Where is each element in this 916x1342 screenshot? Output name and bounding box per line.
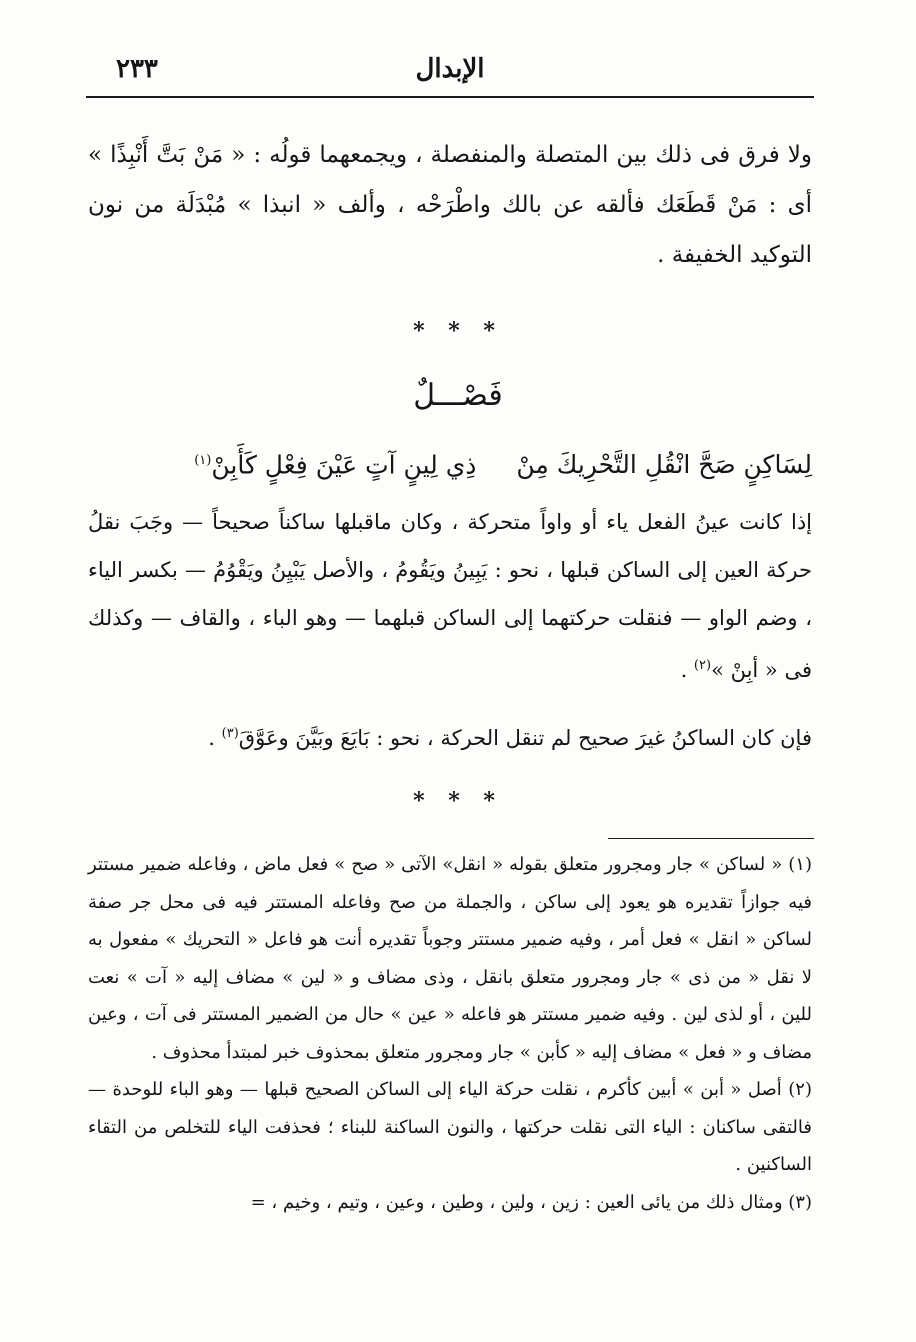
running-title: الإبدال xyxy=(415,54,485,84)
footnote-ref-3: (٣) xyxy=(221,726,239,741)
footnotes-block xyxy=(88,846,812,1221)
page-number: ٢٣٣ xyxy=(116,54,158,84)
footnote-3: (٣) ومثال ذلك من يائى العين : زين ، ولين ، وطين ، وعين ، وتيم ، وخيم ، = xyxy=(250,1191,812,1213)
footnote-1: (١) « لساكن » جار ومجرور متعلق بقوله « انقل» الآتى « صح » فعل ماض ، وفاعله ضمير مستتر فيه جوازاً تقديره هو يعود إلى ساكن ، والجملة من صح وفاعله المستتر فيه فى محل جر صفة لساكن « انقل » فعل أمر ، وفيه ضمير مستتر وجوباً تقديره أنت هو فاعل « التحريك » مفعول به لا نقل « من ذى » جار ومجرور متعلق بانقل ، وذى مضاف و « لين » مضاف إليه « آت » نعت للين ، أو لذى لين . وفيه ضمير مستتر هو فاعله « عين » حال من الضمير المستتر فى آت ، وعين مضاف و « فعل » مضاف إليه « كأبن » جار ومجرور متعلق بمحذوف خبر لمبتدأ محذوف . xyxy=(88,854,812,1063)
footnote-divider xyxy=(608,838,814,839)
verse-hemistich-2-text: ذِي لِينٍ آتٍ عَيْنَ فِعْلٍ كَأَبِنْ xyxy=(211,450,477,480)
verse-line xyxy=(88,438,812,488)
paragraph-2-text: إذا كانت عينُ الفعل ياء أو واواً متحركة ، وكان ماقبلها ساكناً صحيحاً — وجَبَ نقلُ حركة العين إلى الساكن قبلها ، نحو : يَبِينُ ويَقُومُ ، والأصل يَبْيِنُ ويَقْوُمُ — بكسر الياء ، وضم الواو — فنقلت حركتهما إلى الساكن قبلهما — وهو الباء ، والقاف — وكذلك فى « أبِنْ » xyxy=(88,510,812,682)
footnote-ref-2: (٢) xyxy=(693,658,712,673)
paragraph-3-end: . xyxy=(208,726,222,750)
chapter-heading: فَصْـــلٌ xyxy=(413,378,503,413)
paragraph-1: ولا فرق فى ذلك بين المتصلة والمنفصلة ، ويجمعهما قولُه : « مَنْ بَتَّ أَنْبِذًا » أى : مَنْ قَطَعَك فألقه عن بالك واطْرَحْه ، وألف « انبذا » مُبْدَلَة من نون التوكيد الخفيفة . xyxy=(88,142,812,268)
paragraph-2 xyxy=(88,498,812,694)
section-separator: * * * xyxy=(413,318,503,344)
footnote-ref-1: (١) xyxy=(194,453,212,468)
footnote-2: (٢) أصل « أبن » أبين كأكرم ، نقلت حركة الياء إلى الساكن الصحيح قبلها — وهو الباء للوحدة — فالتقى ساكنان : الياء التى نقلت حركتها ، والنون الساكنة للبناء ؛ فحذفت الياء للتخلص من التقاء الساكنين . xyxy=(88,1079,812,1175)
verse-hemistich-1: لِسَاكِنٍ صَحَّ انْقُلِ التَّحْرِيكَ مِنْ xyxy=(516,450,812,480)
paragraph-2-end: . xyxy=(680,658,694,682)
section-separator-2: * * * xyxy=(413,788,503,814)
verse-hemistich-2 xyxy=(194,438,476,488)
paragraph-3 xyxy=(88,710,812,762)
paragraph-3-text: فإن كان الساكنُ غيرَ صحيح لم تنقل الحركة ، نحو : بَايَعَ وبَيَّنَ وعَوَّقَ xyxy=(238,726,812,750)
page-header xyxy=(86,52,814,98)
